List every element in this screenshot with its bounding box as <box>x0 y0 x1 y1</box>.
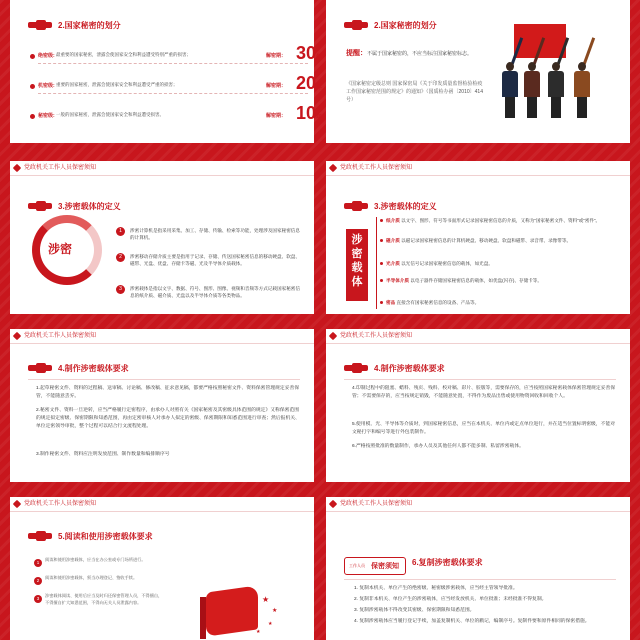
paragraph: 3. 复制涉密载体不得改变其密级、保密期限和知悉范围。 <box>354 608 475 613</box>
star-icon: ★ <box>262 595 270 604</box>
section-heading <box>344 361 445 375</box>
star-icon: ★ <box>272 608 278 614</box>
pointing-hand-icon <box>344 363 368 373</box>
paragraph: 4.印制过程中的阻塞、蜡料、残页、残料、校对稿、彩片、胶版等，需要保存的，应当按照国家秘密载体保密管理规定妥善保管；不需要保存的，应当按规定销毁，不能随意处置，不得作为废品出售或使用物资回收和回收个人。 <box>352 386 616 399</box>
bullet-icon <box>30 114 35 119</box>
bullet-icon <box>30 84 35 89</box>
header-logo-icon <box>13 164 21 172</box>
paragraph: 5.使用模、光、半导体等介质时，到国家秘密信息，应当在本机关、单位内或定点单位进行，并在适当位置标明密级，不能对文秘打字和编号等进行外包装制作。 <box>352 422 616 435</box>
classification-row: 秘密级: 一般的国家秘密，泄露会使国家安全和利益遭受损害。 解密期： 10年 <box>38 108 308 126</box>
list-item: 密品 直接含有国家秘密信息的设备、产品等。 <box>386 299 618 306</box>
list-item: 2 阅读和使用涉密载体，须当办理登记、签收手续。 <box>34 575 164 589</box>
pointing-hand-icon <box>28 531 52 541</box>
slide-header: 党政机关工作人员保密须知 <box>10 497 314 512</box>
section-title: 5.阅读和使用涉密载体要求 <box>58 531 153 541</box>
bullet-icon <box>30 54 35 59</box>
paragraph: 4. 复制涉密载体应当履行登记手续，加盖复制机关、单位的戳记，编制序号。复制件要和原件相同的保密措施。 <box>354 619 590 624</box>
header-logo-icon <box>13 332 21 340</box>
slide-header: 党政机关工作人员保密须知 <box>10 329 314 344</box>
slide-reading-use <box>10 497 314 640</box>
reference-text: 《国家秘密定级总则 国家保密局《关于印发质量监督检验检疫工作国家秘密范围的规定》的通知》（国质检办函〔2010〕414号） <box>346 81 483 103</box>
header-logo-icon <box>329 500 337 508</box>
list-item: 3 涉密载体阅读、使用后应当及时归还保密管理人员，不得擅自，不得擅自扩大知悉范围，不得向无关人员泄露内容。 <box>34 593 164 607</box>
slide-header: 党政机关工作人员保密须知 <box>326 497 630 512</box>
paragraph: 1.起草秘密文件、资料的过程稿、送审稿、讨论稿、修改稿、征求意见稿，都要严格按照秘密文件、资料保密管理规定妥善保管，不能随意丢弃。 <box>36 386 300 399</box>
list-item: 半导体介质 以电子器件存储国家秘密信息的载体，如优盘(闪存)、存储卡等。 <box>386 277 618 284</box>
section-title: 4.制作涉密载体要求 <box>374 363 445 373</box>
slide-header: 党政机关工作人员保密须知 <box>326 329 630 344</box>
slide-carrier-definition-2 <box>326 161 630 314</box>
paragraph: 2. 复制非本机关、单位产生的涉密载体，应当经发放机关、单位批准；未经批准不得复制。 <box>354 597 547 602</box>
slide-header: 党政机关工作人员保密须知 <box>10 161 314 176</box>
list-item: 1 阅读和使用涉密载体，应当在办公室或专门场所进行。 <box>34 557 164 571</box>
section-title: 2.国家秘密的划分 <box>58 20 121 30</box>
section-title: 3.涉密载体的定义 <box>374 201 437 211</box>
people-raising-flag-illustration <box>496 22 620 122</box>
section-heading <box>28 361 129 375</box>
slide-copying <box>326 497 630 640</box>
paragraph: 6.严格按照批准的数量制作，承办人员及其他任何人都不能多制、私留涉密载体。 <box>352 444 524 449</box>
header-logo-icon <box>329 332 337 340</box>
section-heading <box>28 529 153 543</box>
header-logo-icon <box>13 500 21 508</box>
section-title: 3.涉密载体的定义 <box>58 201 121 211</box>
list-item: 光介质 以光信号记录国家秘密信息的载体，如光盘。 <box>386 260 618 267</box>
slide-classification-1 <box>10 0 323 143</box>
pointing-hand-icon <box>28 201 52 211</box>
section-heading <box>28 18 121 32</box>
section-title: 2.国家秘密的划分 <box>374 20 437 30</box>
classification-row: 绝密级: 最重要的国家秘密，泄露会使国家安全和利益遭受特别严重的损害； 解密期： 30年 <box>38 48 308 66</box>
section-title: 6.复制涉密载体要求 <box>412 558 483 567</box>
list-item: 磁介质 以磁记录国家秘密信息的计算机硬盘、移动硬盘、软盘和磁带、录音带、录像带等。 <box>386 237 618 244</box>
slide-classification-2 <box>326 0 630 143</box>
header-logo-icon <box>329 164 337 172</box>
list-item: 纸介质 以文字、图形、符号等书面形式记录国家秘密信息的介质，又称为“国家秘密文件、资料”或“密件”。 <box>386 217 618 224</box>
circle-label: 涉密 <box>48 242 73 256</box>
classification-row: 机密级: 重要的国家秘密，泄露会使国家安全和利益遭受严重的损害； 解密期： 20年 <box>38 78 308 96</box>
tip-text: 提醒：不属于国家秘密的，不应当标注国家秘密标志。 <box>346 50 473 57</box>
slide-carrier-definition-1: 党政机关工作人员保密须知 3.涉密载体的定义 涉密 1 涉密计算机是指采用采集、加工、存储、传输、检索等功能，处理涉及国家秘密信息的计算机。 2 涉密移动存储介质主要是指用于记录、存储、传送国家秘密信息的移动硬盘、软盘、磁带、光盘、优盘、存储卡等磁、光及半导体介质载体。 3 涉密载体是指以文字、数据、符号、图形、图像、视频和音频等方式记载国家秘密信息的纸介质、磁介质、光盘以及半导体介质等各类物品。 <box>10 161 314 314</box>
section-heading <box>344 199 437 213</box>
star-icon: ★ <box>268 621 273 627</box>
paragraph: 2.秘密文件、资料一旦逆转，应当严格履行定密程序，由承办人对照有关《国家秘密及其密级具体范围的规定》又称保密范围的规定拟定密级、保密期限和知悉范围，再由定密审核人对承办人拟定的密级、保密期限和知悉范围进行审查；然后报机关、单位定密领导审批，整个过程可以结合行文流程处理。 <box>36 408 300 429</box>
section-heading <box>344 18 437 32</box>
star-icon: ★ <box>256 629 261 635</box>
section-heading <box>28 199 121 213</box>
pointing-hand-icon <box>28 363 52 373</box>
paragraph: 1. 复制本机关、单位产生的绝密级、秘密级涉密载体，应当经主管领导批准。 <box>354 586 518 591</box>
paragraph: 3.制作秘密文件、资料应注明发放范围、制作数量和编排顺序号 <box>36 452 170 457</box>
vertical-title-box: 涉 密 载 体 <box>346 229 368 301</box>
section-title: 4.制作涉密载体要求 <box>58 363 129 373</box>
slide-header: 党政机关工作人员保密须知 <box>326 161 630 176</box>
slide-production-2 <box>326 329 630 482</box>
pointing-hand-icon <box>28 20 52 30</box>
pointing-hand-icon <box>344 20 368 30</box>
notice-badge: 工作人员 保密须知 <box>344 557 406 575</box>
pointing-hand-icon <box>344 201 368 211</box>
slide-production-1 <box>10 329 314 482</box>
